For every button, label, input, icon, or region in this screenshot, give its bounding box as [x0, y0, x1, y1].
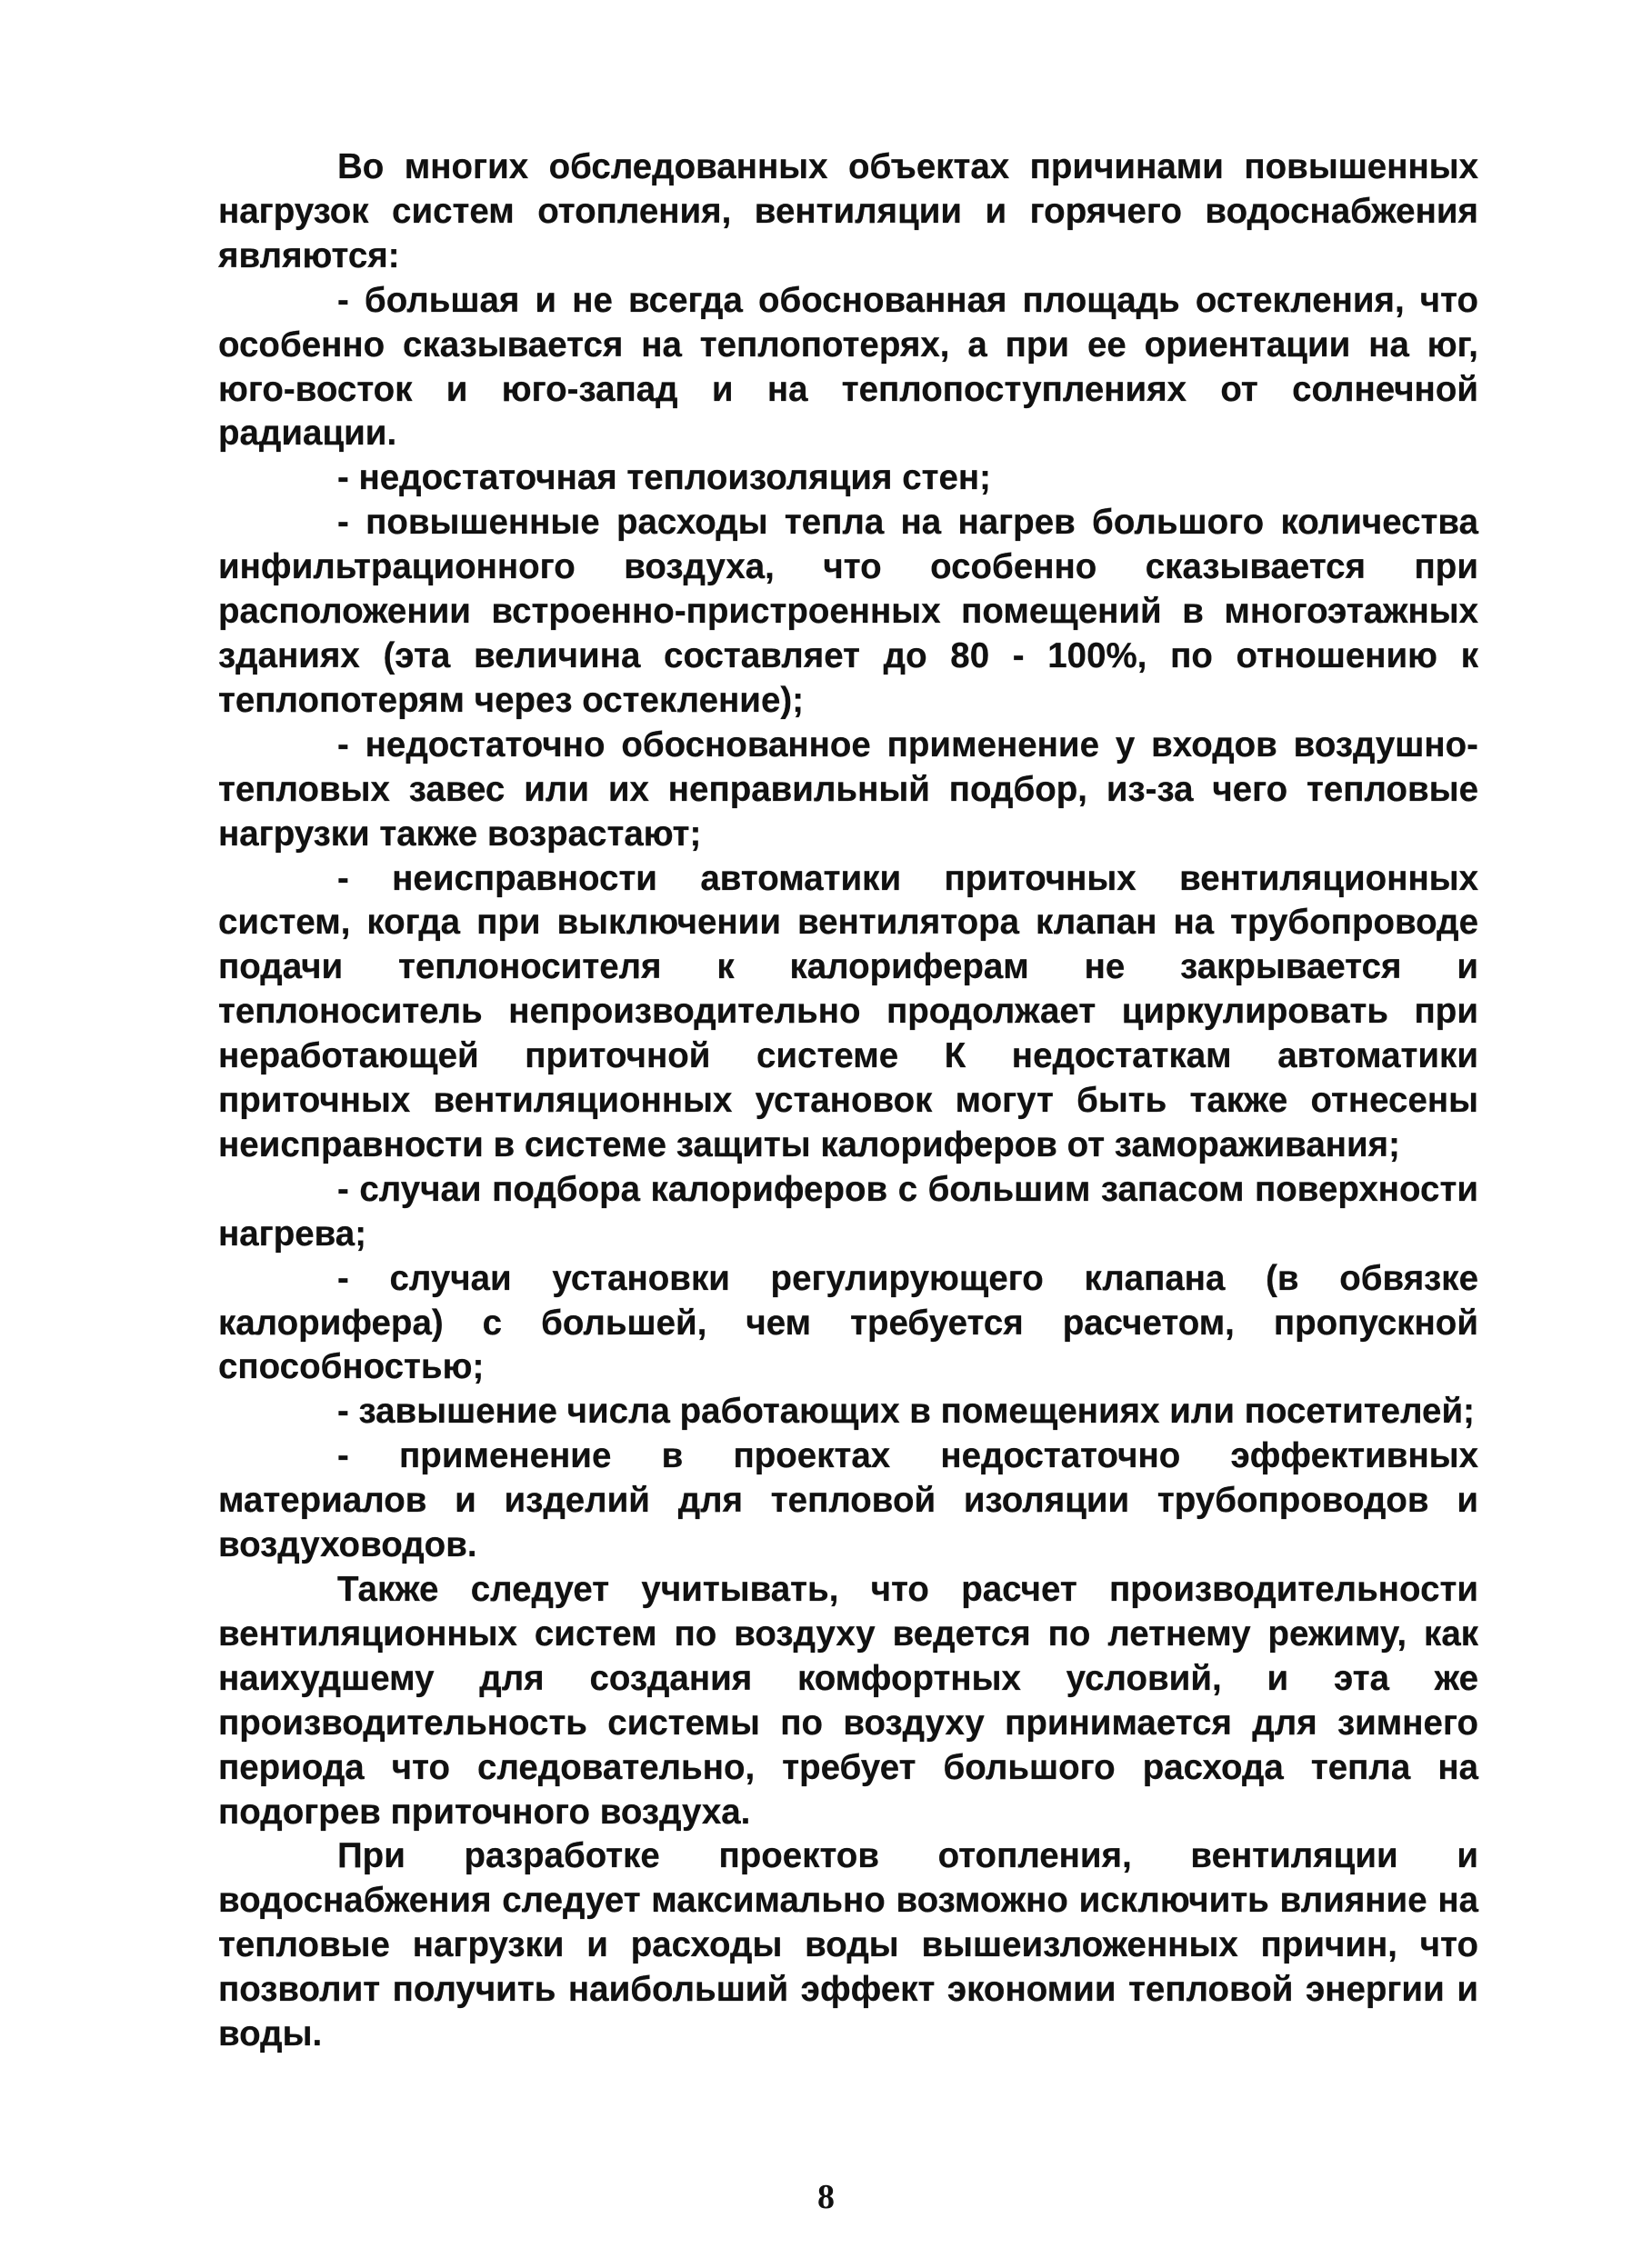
paragraph-occupancy: - завышение числа работающих в помещениях или посетителей; [337, 1392, 1475, 1432]
paragraph-insulation-materials: - применение в проектах недостаточно эффективных материалов и изделий для тепловой изоляции трубопроводов и воздуховодов. [218, 1436, 1478, 1565]
paragraph-heater-selection: - случаи подбора калориферов с большим запасом поверхности нагрева; [218, 1169, 1478, 1254]
paragraph-intro: Во многих обследованных объектах причинами повышенных нагрузок систем отопления, вентиляции и горячего водоснабжения являются: [218, 147, 1478, 275]
paragraph-conclusion: При разработке проектов отопления, вентиляции и водоснабжения следует максимально возможно исключить влияние на тепловые нагрузки и расходы воды вышеизложенных причин, что позволит получить наибольший эффект экономии тепловой энергии и воды. [218, 1836, 1478, 2054]
paragraph-ventilation-calculation: Также следует учитывать, что расчет производительности вентиляционных систем по воздуху ведется по летнему режиму, как наихудшему для создания комфортных условий, и эта же производительность системы по воздуху принимается для зимнего периода что следовательно, требует большого расхода тепла на подогрев приточного воздуха. [218, 1570, 1478, 1832]
page-number: 8 [817, 2178, 835, 2216]
paragraph-wall-insulation: - недостаточная теплоизоляция стен; [337, 458, 991, 498]
body-text [218, 145, 1478, 2057]
paragraph-infiltration: - повышенные расходы тепла на нагрев большого количества инфильтрационного воздуха, что особенно сказывается при расположении встроенно-пристроенных помещений в многоэтажных зданиях (эта величина составляет до 80 - 100%, по отношению к теплопотерям через остекление); [218, 503, 1478, 720]
paragraph-air-curtains: - недостаточно обоснованное применение у входов воздушно-тепловых завес или их неправильный подбор, из-за чего тепловые нагрузки также возрастают; [218, 724, 1478, 854]
paragraph-glazing: - большая и не всегда обоснованная площадь остекления, что особенно сказывается на теплопотерях, а при ее ориентации на юг, юго-восток и юго-запад и на теплопоступлениях от солнечной радиации. [218, 280, 1478, 454]
paragraph-valve-installation: - случаи установки регулирующего клапана (в обвязке калорифера) с большей, чем требуется расчетом, пропускной способностью; [218, 1258, 1478, 1387]
paragraph-automation: - неисправности автоматики приточных вентиляционных систем, когда при выключении вентилятора клапан на трубопроводе подачи теплоносителя к калориферам не закрывается и теплоноситель непроизводительно продолжает циркулировать при неработающей приточной системе К недостаткам автоматики приточных вентиляционных установок могут быть также отнесены неисправности в системе защиты калориферов от замораживания; [218, 858, 1478, 1164]
